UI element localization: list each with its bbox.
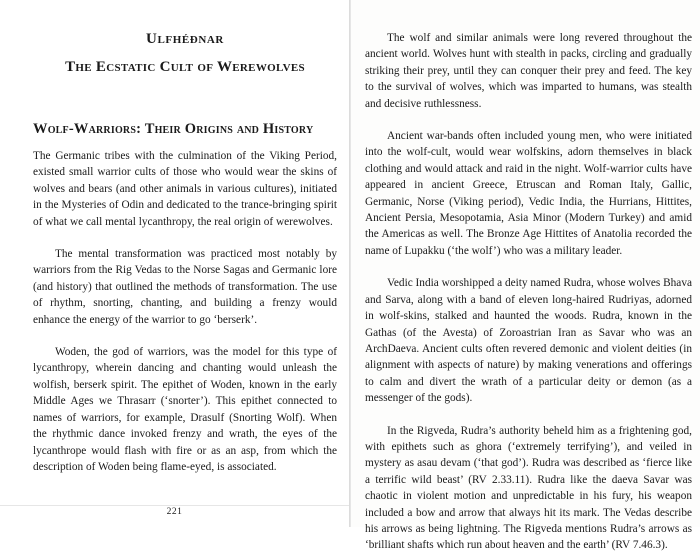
paragraph: The mental transformation was practiced most notably by warriors from the Rig Vedas to the Norse Sagas and Germanic lore (and history) that outlined the methods of transformation. The use of rhythm, snorting, chanting, and building a frenzy would enhance the energy of the warrior to go ‘berserk’. — [33, 248, 337, 326]
chapter-heading: Wolf-Warriors: Their Origins and History — [33, 121, 314, 137]
book-subtitle: The Ecstatic Cult of Werewolves — [65, 59, 305, 75]
paragraph: Vedic India worshipped a deity named Rudra, whose wolves Bhava and Sarva, along with a band of eleven long-haired Rudriyas, adorned in wolf-skins, stalked and haunted the woods. Rudra, known in the Gathas (of the Avesta) of Zoroastrian Iran as Savar who was an ArchDaeva. Ancient cults often revered demonic and violent deities (in alignment with aspects of nature) by making venerations and offerings to calm and divert the wrath of a particular deity or demon (as a messenger of the gods). — [365, 277, 692, 405]
paragraph: The wolf and similar animals were long revered throughout the ancient world. Wolves hunt with stealth in packs, circling and gradually striking their prey, until they can conquer their prey and feed. The key to the survival of wolves, which was imparted to humans, was stealth and decisive ruthlessness. — [365, 32, 692, 110]
book-title: Ulfhéðnar — [146, 31, 224, 47]
right-page — [351, 0, 700, 552]
page-number: 221 — [166, 507, 183, 517]
left-page — [0, 0, 349, 527]
paragraph: Woden, the god of warriors, was the model for this type of lycanthropy, wherein dancing and chanting would unleash the wolfish, berserk spirit. The epithet of Woden, known in the early Middle Ages we Thrasarr (‘snorter’). This epithet connected to names of warriors, for example, Drasulf (Snorting Wolf). When the rhythmic dance invoked frenzy and wrath, the eyes of the lycanthrope would flash with fire or as an asp, from which the description of Woden being flame-eyed, is associated. — [33, 346, 337, 473]
paragraph: Ancient war-bands often included young men, who were initiated into the wolf-cult, would wear wolfskins, adorn themselves in black clothing and would attack and raid in the night. Wolf-warrior cults have appeared in ancient Greece, Etruscan and Roman Italy, Gallic, Germanic, Norse (Viking period), Vedic India, the Hurrians, Hittites, Ancient Persia, Mesopotamia, Asia Minor (Modern Turkey) and amid the Americas as well. The Bronze Age Hittites of Anatolia recorded the name of Lupakku (‘the wolf’) who was a military leader. — [365, 130, 692, 257]
paragraph: The Germanic tribes with the culmination of the Viking Period, existed small warrior cults of those who would wear the skins of wolves and bears (and other animals in various cultures), initiated in the Mysteries of Odin and dedicated to the trance-bringing spirit of what we call mental lycanthropy, the real origin of werewolves. — [33, 150, 337, 228]
footer-rule — [0, 505, 349, 506]
paragraph: In the Rigveda, Rudra’s authority beheld him as a frightening god, with epithets such as ghora (‘extremely terrifying’), and veiled in mystery as asau devam (‘that god’). Rudra was described as ‘fierce like a terrific wild beast’ (RV 2.33.11). Rudra like the daeva Savar was chaotic in violent motion and unpredictable in his fury, his weapon included a bow and arrow that always hit its mark. The Vedas describe his arrows as being lightning. The Rigveda mentions Rudra’s arrows as ‘brilliant shafts which run about heaven and the earth’ (RV 7.46.3). — [365, 424, 692, 552]
